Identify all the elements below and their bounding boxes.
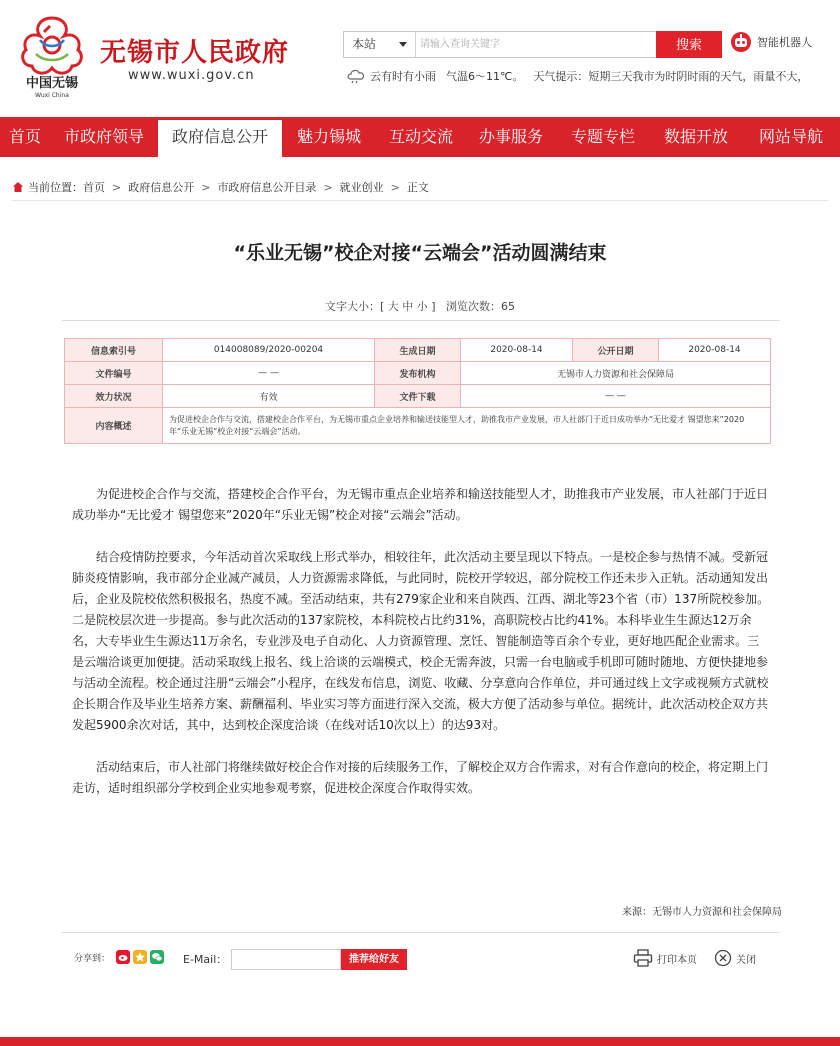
validity-value: 有效 — [163, 385, 375, 408]
breadcrumb-current: 正文 — [406, 181, 429, 194]
wechat-icon[interactable] — [150, 950, 164, 964]
search-scope-value: 本站 — [352, 37, 377, 51]
close-label: 关闭 — [736, 954, 756, 966]
print-label: 打印本页 — [657, 954, 697, 966]
breadcrumb-employment[interactable]: 就业创业 — [339, 181, 384, 194]
print-page-button[interactable] — [633, 949, 697, 967]
chevron-down-icon — [399, 42, 407, 47]
font-size-large[interactable]: 大 — [387, 300, 399, 313]
download-label: 文件下载 — [375, 385, 461, 408]
weibo-icon[interactable] — [116, 950, 130, 964]
published-date-label: 公开日期 — [573, 339, 659, 362]
email-input[interactable] — [231, 949, 341, 970]
robot-icon — [730, 31, 752, 53]
qzone-icon[interactable] — [133, 950, 147, 964]
font-size-medium[interactable]: 中 — [402, 300, 414, 313]
table-row — [65, 362, 771, 385]
smart-robot-link[interactable] — [730, 31, 812, 53]
table-row — [65, 339, 771, 362]
breadcrumb-prefix: 当前位置： — [28, 181, 83, 194]
share-label: 分享到： — [74, 953, 111, 964]
cloud-rain-icon — [345, 68, 367, 84]
nav-item-leaders[interactable]: 市政府领导 — [63, 127, 144, 146]
index-no-label: 信息索引号 — [65, 339, 163, 362]
font-size-label: 文字大小：[ — [324, 300, 385, 313]
nav-item-special-topics[interactable]: 专题专栏 — [570, 127, 635, 146]
doc-no-value: — — — [163, 362, 375, 385]
printer-icon — [633, 949, 653, 967]
divider — [62, 320, 780, 321]
weather-temperature: 气温6～11℃。 — [446, 70, 524, 83]
breadcrumb-catalog[interactable]: 市政府信息公开目录 — [217, 181, 317, 194]
doc-no-label: 文件编号 — [65, 362, 163, 385]
breadcrumb-separator-icon: > — [201, 180, 211, 194]
views-label: 浏览次数： — [446, 300, 502, 313]
created-date-value: 2020-08-14 — [461, 339, 573, 362]
main-nav — [0, 117, 840, 157]
created-date-label: 生成日期 — [375, 339, 461, 362]
weibo-glyph-icon — [117, 951, 129, 963]
wechat-glyph-icon — [151, 951, 163, 963]
nav-item-home[interactable]: 首页 — [8, 127, 41, 146]
robot-label: 智能机器人 — [757, 36, 812, 49]
weather-condition: 云有时有小雨 — [370, 70, 436, 83]
logo-caption-en: Wuxi China — [35, 92, 69, 99]
nav-item-interaction[interactable]: 互动交流 — [388, 127, 453, 146]
views-count: 65 — [501, 300, 516, 313]
font-size-close: ] — [431, 300, 436, 313]
published-date-value: 2020-08-14 — [659, 339, 771, 362]
breadcrumb-separator-icon: > — [112, 180, 122, 194]
publisher-label: 发布机构 — [375, 362, 461, 385]
nav-item-info-disclosure[interactable]: 政府信息公开 — [158, 117, 282, 157]
nav-item-open-data[interactable]: 数据开放 — [663, 127, 728, 146]
publisher-value: 无锡市人力资源和社会保障局 — [461, 362, 771, 385]
breadcrumb-separator-icon: > — [323, 180, 333, 194]
divider — [12, 200, 828, 201]
info-table — [64, 338, 771, 444]
download-value: — — — [461, 385, 771, 408]
footer-bar — [0, 1037, 840, 1046]
breadcrumb — [12, 179, 429, 195]
logo-caption-cn: 中国无锡 — [25, 76, 78, 91]
nav-item-charm-city[interactable]: 魅力锡城 — [296, 127, 361, 146]
search-scope-select[interactable] — [344, 32, 416, 57]
site-url: www.wuxi.gov.cn — [128, 68, 255, 83]
divider — [62, 932, 780, 933]
article-source: 来源：无锡市人力资源和社会保障局 — [622, 907, 782, 918]
index-no-value: 014008089/2020-00204 — [163, 339, 375, 362]
validity-label: 效力状况 — [65, 385, 163, 408]
breadcrumb-separator-icon: > — [390, 180, 400, 194]
email-label: E-Mail： — [183, 953, 228, 966]
nav-item-site-map[interactable]: 网站导航 — [758, 127, 823, 146]
article-paragraph: 活动结束后，市人社部门将继续做好校企合作对接的后续服务工作，了解校企双方合作需求，对有合作意向的校企，将定期上门走访，适时组织部分学校到企业实地参观考察，促进校企深度合作取得实效。 — [72, 760, 769, 795]
font-size-small[interactable]: 小 — [416, 300, 428, 313]
site-header — [0, 0, 840, 117]
article-meta — [0, 298, 840, 314]
article-paragraph: 结合疫情防控要求，今年活动首次采取线上形式举办，相较往年，此次活动主要呈现以下特点。一是校企参与热情不减。受新冠肺炎疫情影响，我市部分企业减产减员，人力资源需求降低，与此同时，院校开学较迟，部分院校工作还未步入正轨。活动通知发出后，企业及院校依然积极报名，热度不减。至活动结束，共有279家企业和来自陕西、江西、湖北等23个省（市）137所院校参加。二是院校层次进一步提高。参与此次活动的137家院校，本科院校占比约31%，高职院校占比约41%。本科毕业生生源达12万余名，大专毕业生生源达11万余名，专业涉及电子自动化、人力资源管理、烹饪、智能制造等百余个专业，更好地匹配企业需求。三是云端洽谈更加便捷。活动采取线上报名、线上洽谈的云端模式，校企无需奔波，只需一台电脑或手机即可随时随地、方便快捷地参与活动全流程。校企通过注册“云端会”小程序，在线发布信息，浏览、收藏、分享意向合作单位，并可通过线上文字或视频方式就校企长期合作及毕业生培养方案、薪酬福利、毕业实习等方面进行深入交流，极大方便了活动参与单位。据统计，此次活动校企双方共发起5900余次对话，其中，达到校企深度洽谈（在线对话10次以上）的达93对。 — [72, 550, 770, 732]
summary-value: 为促进校企合作与交流，搭建校企合作平台，为无锡市重点企业培养和输送技能型人才，助推我市产业发展，市人社部门于近日成功举办“无比爱才 锡望您来”2020年“乐业无锡”校企对接“云端会”活动。 — [163, 408, 771, 444]
search-button[interactable]: 搜索 — [656, 31, 722, 58]
table-row — [65, 408, 771, 444]
weather-bar — [345, 66, 840, 86]
weather-tip: 天气提示：短期三天我市为时阴时雨的天气，雨量不大， — [533, 70, 809, 83]
site-title[interactable]: 无锡市人民政府 — [100, 38, 290, 68]
nav-item-services[interactable]: 办事服务 — [478, 127, 543, 146]
breadcrumb-info-disclosure[interactable]: 政府信息公开 — [128, 181, 195, 194]
close-page-button[interactable] — [714, 949, 756, 967]
article-paragraph: 为促进校企合作与交流，搭建校企合作平台，为无锡市重点企业培养和输送技能型人才，助推我市产业发展，市人社部门于近日成功举办“无比爱才 锡望您来”2020年“乐业无锡”校企对接“云端会”活动。 — [72, 487, 769, 522]
article-body — [72, 484, 770, 820]
breadcrumb-home[interactable]: 首页 — [83, 181, 105, 194]
share-bar — [74, 950, 164, 964]
location-icon — [12, 181, 24, 193]
qzone-glyph-icon — [134, 951, 146, 963]
article-title: “乐业无锡”校企对接“云端会”活动圆满结束 — [233, 242, 607, 264]
table-row — [65, 385, 771, 408]
close-icon — [714, 949, 732, 967]
recommend-to-friend-button[interactable]: 推荐给好友 — [341, 949, 407, 970]
summary-label: 内容概述 — [65, 408, 163, 444]
